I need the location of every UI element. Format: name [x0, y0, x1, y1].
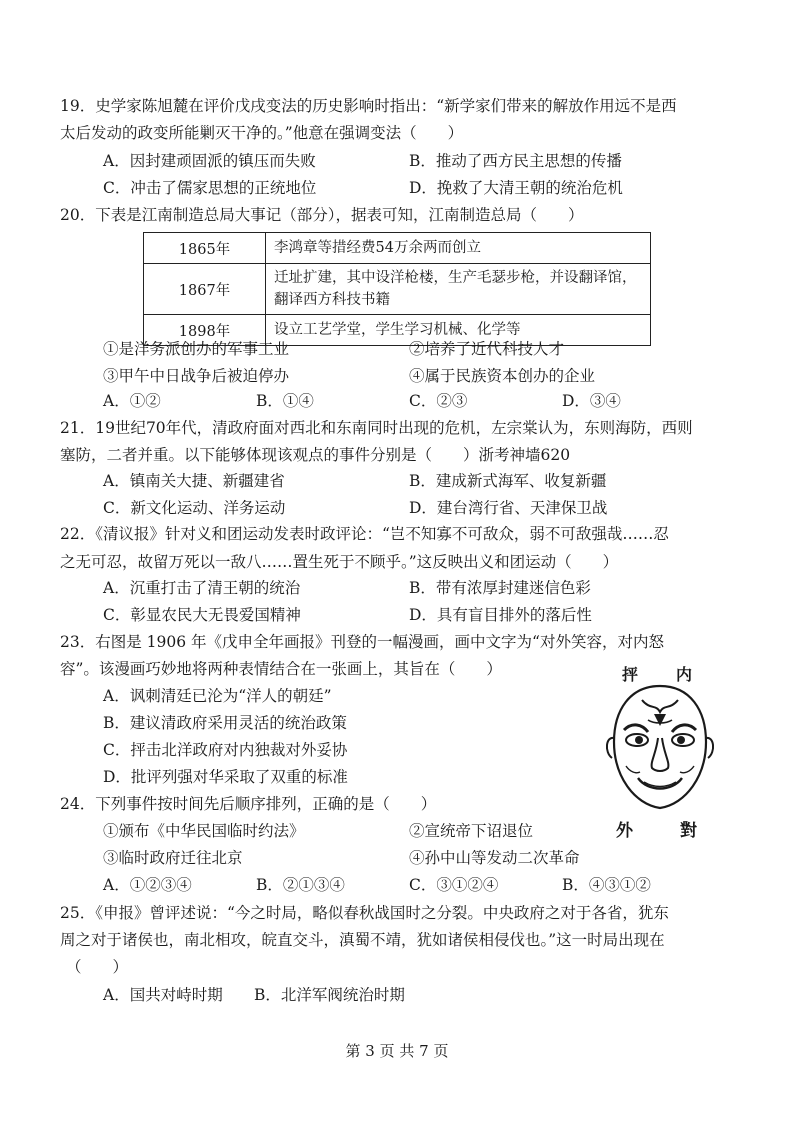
q25-stem-line2: 周之对于诸侯也，南北相攻，皖直交斗，滇蜀不靖，犹如诸侯相侵伐也。”这一时局出现在	[60, 931, 665, 949]
cartoon-label-top-right: 内	[676, 665, 693, 684]
q24-statement-3: ③临时政府迁往北京	[103, 849, 243, 867]
q23-option-a: A．讽刺清廷已沦为“洋人的朝廷”	[103, 687, 332, 705]
q23-stem-line1: 23．右图是 1906 年《戊申全年画报》刊登的一幅漫画，画中文字为“对外笑容，对内怒	[60, 633, 664, 651]
q23-option-c: C．抨击北洋政府对内独裁对外妥协	[103, 741, 348, 759]
q20-option-c: C．②③	[409, 392, 468, 410]
q19-option-a: A．因封建顽固派的镇压而失败	[103, 152, 316, 170]
q19-option-c: C．冲击了儒家思想的正统地位	[103, 179, 317, 197]
page-footer: 第 3 页 共 7 页	[345, 1042, 449, 1060]
cartoon-label-bottom-right: 對	[680, 821, 697, 841]
table-year-cell: 1867年	[144, 264, 266, 315]
cartoon-illustration	[600, 660, 720, 840]
q25-stem-line1: 25．《申报》曾评述说：“今之时局，略似春秋战国时之分裂。中央政府之对于各省，犹东	[60, 904, 669, 922]
q20-option-b: B．①④	[256, 392, 314, 410]
q25-stem-line3: （ ）	[66, 958, 129, 976]
table-year-cell: 1898年	[144, 315, 266, 346]
q20-option-a: A．①②	[103, 392, 161, 410]
q24-statement-2: ②宣统帝下诏退位	[409, 822, 534, 840]
q19-option-d: D．挽救了大清王朝的统治危机	[409, 179, 623, 197]
q22-stem-line1: 22．《清议报》针对义和团运动发表时政评论：“岂不知寡不可敌众，弱不可敌强哉……忍	[60, 525, 669, 543]
q20-events-table	[143, 232, 651, 346]
table-event-cell: 迁址扩建，其中设洋枪楼，生产毛瑟步枪，并设翻译馆，翻译西方科技书籍	[266, 264, 651, 315]
q20-statement-4: ④属于民族资本创办的企业	[409, 367, 596, 385]
q19-stem-line2: 太后发动的政变所能剿灭干净的。”他意在强调变法（ ）	[60, 124, 464, 142]
q23-stem-line2: 容”。该漫画巧妙地将两种表情结合在一张画上，其旨在（ ）	[60, 660, 502, 678]
table-event-cell: 李鸿章等措经费54万余两而创立	[266, 233, 651, 264]
table-year-cell: 1865年	[144, 233, 266, 264]
q19-option-b: B．推动了西方民主思想的传播	[409, 152, 622, 170]
q25-option-a: A．国共对峙时期	[103, 986, 223, 1004]
q22-option-b: B．带有浓厚封建迷信色彩	[409, 579, 591, 597]
q20-stem: 20．下表是江南制造总局大事记（部分），据表可知，江南制造总局（ ）	[60, 206, 584, 224]
q22-option-d: D．具有盲目排外的落后性	[409, 606, 592, 624]
q24-option-b: B．②①③④	[256, 876, 345, 894]
q24-stem: 24．下列事件按时间先后顺序排列，正确的是（ ）	[60, 795, 437, 813]
q22-stem-line2: 之无可忍，故留万死以一敌八……置生死于不顾乎。”这反映出义和团运动（ ）	[60, 553, 619, 571]
q20-statement-2: ②培养了近代科技人才	[409, 340, 565, 358]
q20-statement-1: ①是洋务派创办的军事工业	[103, 340, 290, 358]
cartoon-label-top-left: 抨	[622, 665, 639, 684]
q24-statement-4: ④孙中山等发动二次革命	[409, 849, 580, 867]
table-event-cell: 设立工艺学堂，学生学习机械、化学等	[266, 315, 651, 346]
two-faced-head-icon	[600, 680, 720, 816]
q24-statement-1: ①颁布《中华民国临时约法》	[103, 822, 305, 840]
q21-option-a: A．镇南关大捷、新疆建省	[103, 472, 285, 490]
q24-option-c: C．③①②④	[409, 876, 499, 894]
q19-stem-line1: 19．史学家陈旭麓在评价戊戌变法的历史影响时指出：“新学家们带来的解放作用远不是西	[60, 97, 677, 115]
q21-stem-line1: 21．19世纪70年代，清政府面对西北和东南同时出现的危机，左宗棠认为，东则海防，西则	[60, 419, 693, 437]
q21-stem-line2: 塞防，二者并重。以下能够体现该观点的事件分别是（ ）浙考神墙620	[60, 446, 571, 464]
q22-option-c: C．彰显农民大无畏爱国精神	[103, 606, 301, 624]
q24-option-d: B．④③①②	[562, 876, 651, 894]
q21-option-c: C．新文化运动、洋务运动	[103, 499, 286, 517]
table-row	[144, 264, 651, 315]
q23-option-d: D．批评列强对华采取了双重的标准	[103, 768, 348, 786]
q25-option-b: B．北洋军阀统治时期	[254, 986, 405, 1004]
q21-option-b: B．建成新式海军、收复新疆	[409, 472, 607, 490]
q22-option-a: A．沉重打击了清王朝的统治	[103, 579, 301, 597]
q23-option-b: B．建议清政府采用灵活的统治政策	[103, 714, 347, 732]
table-row	[144, 233, 651, 264]
q20-statement-3: ③甲午中日战争后被迫停办	[103, 367, 290, 385]
q20-option-d: D．③④	[562, 392, 621, 410]
cartoon-label-bottom-left: 外	[616, 821, 633, 841]
q21-option-d: D．建台湾行省、天津保卫战	[409, 499, 608, 517]
q24-option-a: A．①②③④	[103, 876, 192, 894]
